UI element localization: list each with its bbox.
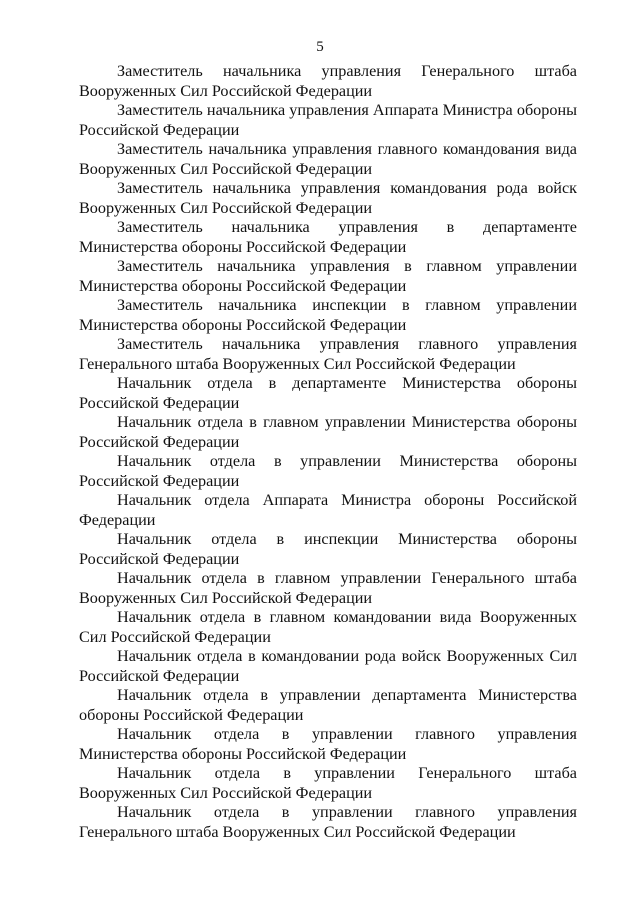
position-entry: Заместитель начальника управления главного управления Генерального штаба Вооруженных Сил Российской Федерации bbox=[79, 335, 577, 373]
position-entry: Заместитель начальника инспекции в главном управлении Министерства обороны Российской Федерации bbox=[79, 296, 577, 334]
position-entry: Заместитель начальника управления главного командования вида Вооруженных Сил Российской Федерации bbox=[79, 140, 577, 178]
position-entry: Начальник отдела в департаменте Министерства обороны Российской Федерации bbox=[79, 374, 577, 412]
position-entry: Начальник отдела в управлении главного управления Министерства обороны Российской Федерации bbox=[79, 725, 577, 763]
document-body bbox=[79, 62, 577, 842]
position-entry: Начальник отдела в командовании рода войск Вооруженных Сил Российской Федерации bbox=[79, 647, 577, 685]
position-entry: Начальник отдела в главном командовании вида Вооруженных Сил Российской Федерации bbox=[79, 608, 577, 646]
position-entry: Заместитель начальника управления в департаменте Министерства обороны Российской Федерации bbox=[79, 218, 577, 256]
position-entry: Заместитель начальника управления Генерального штаба Вооруженных Сил Российской Федерации bbox=[79, 62, 577, 100]
position-entry: Начальник отдела в главном управлении Генерального штаба Вооруженных Сил Российской Федерации bbox=[79, 569, 577, 607]
position-entry: Начальник отдела в главном управлении Министерства обороны Российской Федерации bbox=[79, 413, 577, 451]
position-entry: Начальник отдела Аппарата Министра обороны Российской Федерации bbox=[79, 491, 577, 529]
position-entry: Начальник отдела в управлении Генерального штаба Вооруженных Сил Российской Федерации bbox=[79, 764, 577, 802]
position-entry: Начальник отдела в инспекции Министерства обороны Российской Федерации bbox=[79, 530, 577, 568]
position-entry: Начальник отдела в управлении департамента Министерства обороны Российской Федерации bbox=[79, 686, 577, 724]
position-entry: Заместитель начальника управления командования рода войск Вооруженных Сил Российской Федерации bbox=[79, 179, 577, 217]
position-entry: Начальник отдела в управлении Министерства обороны Российской Федерации bbox=[79, 452, 577, 490]
position-entry: Заместитель начальника управления Аппарата Министра обороны Российской Федерации bbox=[79, 101, 577, 139]
position-entry: Начальник отдела в управлении главного управления Генерального штаба Вооруженных Сил Российской Федерации bbox=[79, 803, 577, 841]
page-number: 5 bbox=[316, 39, 324, 55]
position-entry: Заместитель начальника управления в главном управлении Министерства обороны Российской Федерации bbox=[79, 257, 577, 295]
